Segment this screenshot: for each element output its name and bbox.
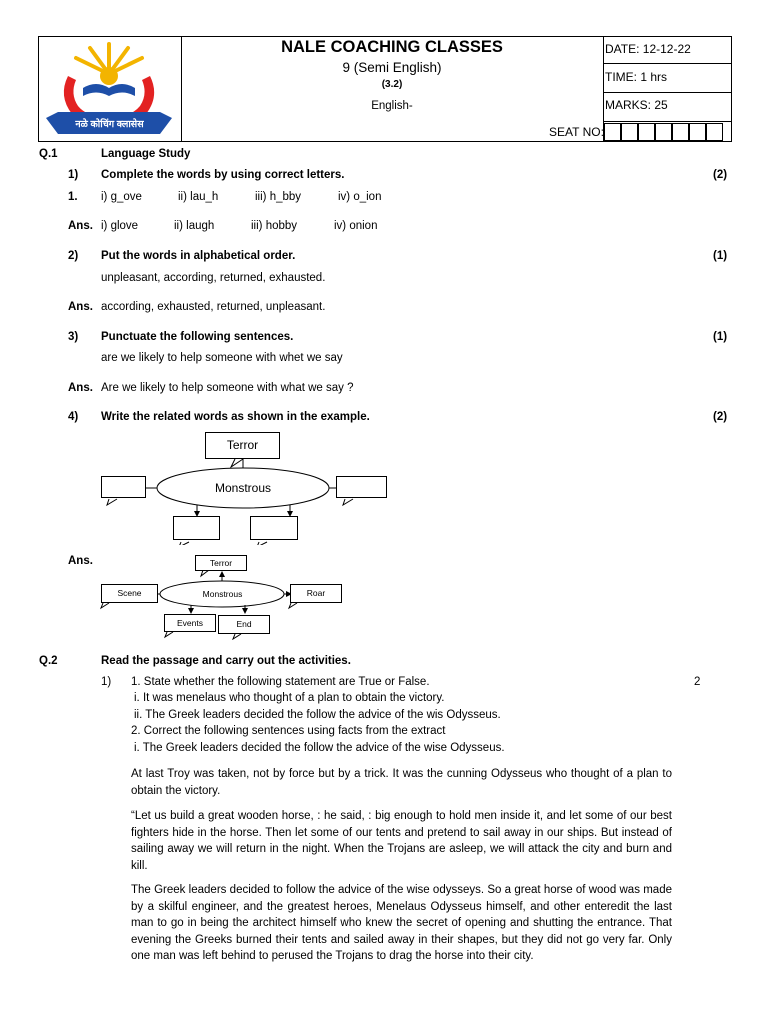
q2-activity-line: i. The Greek leaders decided the follow the advice of the wise Odysseus.	[134, 742, 505, 754]
logo-text: नळे कोचिंग क्लासेस	[75, 119, 144, 130]
q2-activity-line: 2. Correct the following sentences using facts from the extract	[131, 725, 446, 737]
answer-map-center: Monstrous	[202, 589, 243, 599]
class-name: 9 (Semi English)	[342, 60, 442, 75]
q1-s1-number: 1)	[68, 169, 79, 181]
answer-map-left: Scene	[101, 584, 158, 603]
q1-s1-answer: iv) onion	[334, 220, 378, 232]
mind-map-right-blank[interactable]	[336, 476, 387, 498]
q1-s3-number: 3)	[68, 331, 79, 343]
q2-activity-line: ii. The Greek leaders decided the follow the advice of the wis Odysseus.	[134, 709, 501, 721]
q1-s1-item: ii) lau_h	[178, 191, 219, 203]
seat-no-label: SEAT NO:	[549, 125, 604, 139]
q1-s1-marks: (2)	[713, 169, 728, 181]
q2-title: Read the passage and carry out the activities.	[101, 655, 351, 667]
q1-s1-text: Complete the words by using correct letters.	[101, 169, 345, 181]
q1-s4-number: 4)	[68, 411, 79, 423]
q1-s3-ans-label: Ans.	[68, 382, 93, 394]
q1-s4-ans-label: Ans.	[68, 555, 93, 567]
exam-marks: MARKS: 25	[605, 98, 668, 112]
mind-map-center: Monstrous	[214, 481, 272, 495]
mind-map-left-blank[interactable]	[101, 476, 146, 498]
passage-paragraph: “Let us build a great wooden horse, : he said, : big enough to hold men inside it, and let some of our best fighters hide in the horse. Then let some of our tents and pretend to sail away in our ships. But instead of sailing away we will return in the night. When the Trojans are asleep, we will attack the city and burn and kill.	[131, 810, 672, 872]
q1-s1-subnumber: 1.	[68, 191, 78, 203]
logo	[38, 36, 181, 142]
q1-s3-question: are we likely to help someone with whet we say	[101, 352, 343, 364]
subject-name: English-	[371, 100, 413, 112]
mind-map-top-box: Terror	[205, 432, 280, 459]
q1-s1-answer: ii) laugh	[174, 220, 215, 232]
exam-date: DATE: 12-12-22	[605, 42, 691, 56]
q2-number: Q.2	[39, 655, 58, 667]
mind-map-bottom-left-blank[interactable]	[173, 516, 220, 540]
q1-s1-item: iv) o_ion	[338, 191, 382, 203]
q1-s1-answer: iii) hobby	[251, 220, 298, 232]
q1-s2-text: Put the words in alphabetical order.	[101, 250, 296, 262]
q1-number: Q.1	[39, 148, 58, 160]
q2-activity-line: i. It was menelaus who thought of a plan to obtain the victory.	[134, 692, 445, 704]
q1-s1-ans-label: Ans.	[68, 220, 93, 232]
passage-paragraph: At last Troy was taken, not by force but by a trick. It was the cunning Odysseus who thought of a plan to obtain the victory.	[131, 768, 672, 797]
q1-s2-ans-label: Ans.	[68, 301, 93, 313]
mind-map-bottom-right-blank[interactable]	[250, 516, 298, 540]
q1-title: Language Study	[101, 148, 191, 160]
q1-s2-marks: (1)	[713, 250, 728, 262]
q1-s4-text: Write the related words as shown in the example.	[101, 411, 370, 423]
exam-time: TIME: 1 hrs	[605, 70, 668, 84]
answer-map-right: Roar	[290, 584, 342, 603]
passage-paragraph: The Greek leaders decided to follow the advice of the wise odysseys. So a great horse of wood was made by a skilful engineer, and the greatest heroes, Menelaus Odysseus himself, and other enteredit the last man to go in being the architect himself who knew the secret of opening and shutting the entrance. That evening the Greeks burned their tents and sailed away in their shapes, but they did not go very far. Only one man was left behind to perused the Trojans to drag the horse into their city.	[131, 884, 672, 962]
answer-map-top: Terror	[195, 555, 247, 571]
q1-s1-item: i) g_ove	[101, 191, 142, 203]
q1-s3-answer: Are we likely to help someone with what we say ?	[101, 382, 354, 394]
q1-s1-item: iii) h_bby	[255, 191, 302, 203]
school-name: NALE COACHING CLASSES	[281, 38, 503, 56]
q2-sub-number: 1)	[101, 676, 112, 688]
q2-marks: 2	[694, 676, 701, 688]
q1-s3-marks: (1)	[713, 331, 728, 343]
paper-code: (3.2)	[381, 79, 403, 90]
q1-s2-question: unpleasant, according, returned, exhausted.	[101, 272, 326, 284]
q1-s1-answer: i) glove	[101, 220, 139, 232]
q1-s2-number: 2)	[68, 250, 79, 262]
answer-map-bottom-right: End	[218, 615, 270, 634]
q1-s3-text: Punctuate the following sentences.	[101, 331, 294, 343]
q2-activity-line: 1. State whether the following statement are True or False.	[131, 676, 430, 688]
q1-s4-marks: (2)	[713, 411, 728, 423]
q1-s2-answer: according, exhausted, returned, unpleasant.	[101, 301, 326, 313]
answer-map-bottom-left: Events	[164, 614, 216, 632]
